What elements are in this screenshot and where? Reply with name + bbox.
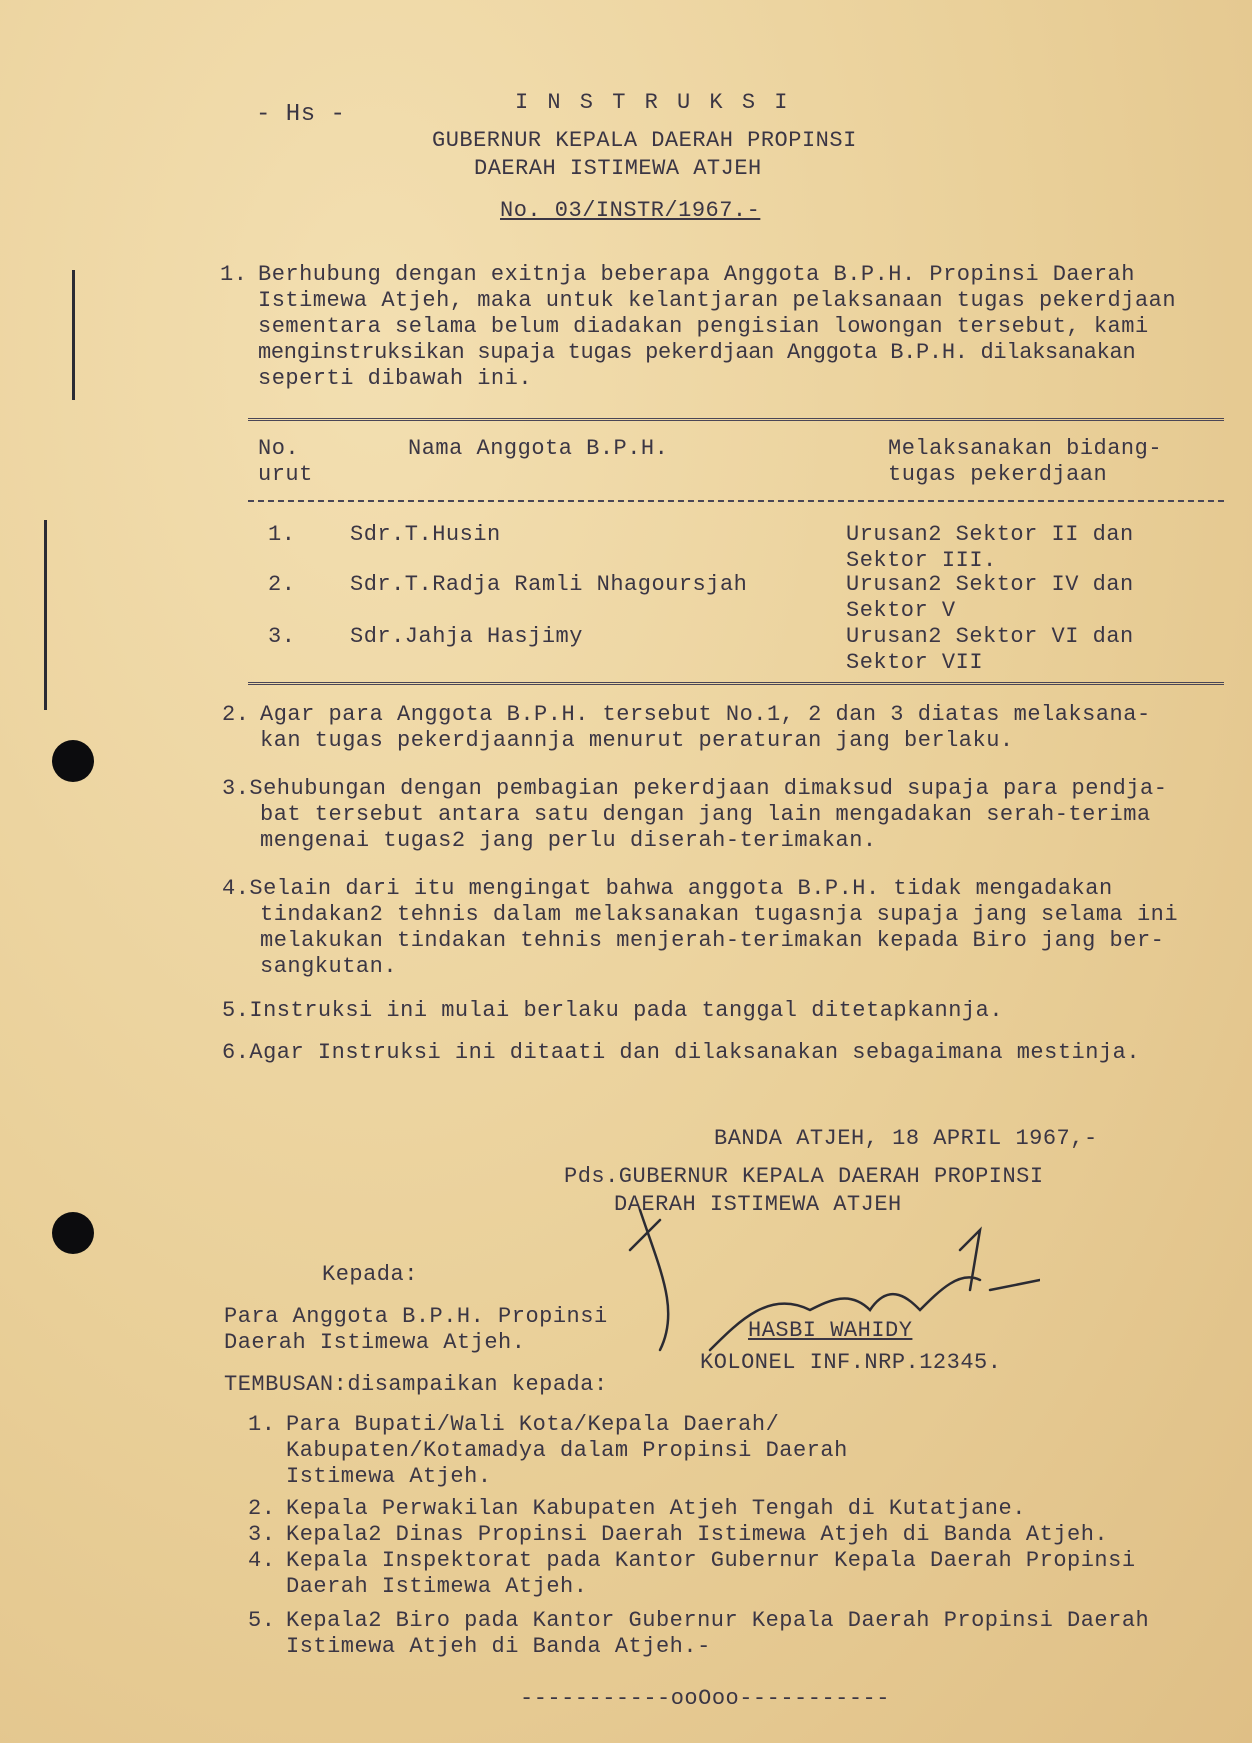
margin-mark	[72, 270, 75, 400]
margin-mark	[44, 520, 47, 710]
signatory-title-1: Pds.GUBERNUR KEPALA DAERAH PROPINSI	[564, 1164, 1044, 1189]
para3-line: 3.Sehubungan dengan pembagian pekerdjaan dimaksud supaja para pendja-	[222, 776, 1168, 801]
cc-line: Para Bupati/Wali Kota/Kepala Daerah/	[286, 1412, 780, 1437]
cc-num: 3.	[248, 1522, 276, 1547]
cc-num: 5.	[248, 1608, 276, 1633]
corner-code: - Hs -	[256, 101, 346, 128]
cc-num: 2.	[248, 1496, 276, 1521]
signatory-title-2: DAERAH ISTIMEWA ATJEH	[614, 1192, 902, 1217]
signatory-rank: KOLONEL INF.NRP.12345.	[700, 1350, 1002, 1375]
cc-label: TEMBUSAN:disampaikan kepada:	[224, 1372, 608, 1397]
para6: 6.Agar Instruksi ini ditaati dan dilaksanakan sebagaimana mestinja.	[222, 1040, 1141, 1065]
place-date: BANDA ATJEH, 18 APRIL 1967,-	[714, 1126, 1098, 1151]
signatory-name: HASBI WAHIDY	[748, 1318, 913, 1343]
cc-line: Istimewa Atjeh di Banda Atjeh.-	[286, 1634, 711, 1659]
row-no: 3.	[268, 624, 296, 649]
table-header-no-2: urut	[258, 462, 313, 487]
recipient-line-2: Daerah Istimewa Atjeh.	[224, 1330, 526, 1355]
row-no: 2.	[268, 572, 296, 597]
para1-num: 1.	[220, 262, 248, 287]
row-duty: Urusan2 Sektor VI dan	[846, 624, 1134, 649]
closing-mark: -----------ooOoo-----------	[520, 1686, 890, 1711]
cc-line: Kepala Perwakilan Kabupaten Atjeh Tengah di Kutatjane.	[286, 1496, 1026, 1521]
row-duty: Urusan2 Sektor II dan	[846, 522, 1134, 547]
para1-line: menginstruksikan supaja tugas pekerdjaan Anggota B.P.H. dilaksanakan	[258, 340, 1136, 365]
cc-line: Daerah Istimewa Atjeh.	[286, 1574, 588, 1599]
table-bottom-rule	[248, 682, 1224, 685]
cc-num: 4.	[248, 1548, 276, 1573]
table-header-no: No.	[258, 436, 300, 461]
row-duty: Urusan2 Sektor IV dan	[846, 572, 1134, 597]
issuer-line-1: GUBERNUR KEPALA DAERAH PROPINSI	[432, 128, 857, 153]
para1-line: Istimewa Atjeh, maka untuk kelantjaran pelaksanaan tugas pekerdjaan	[258, 288, 1177, 313]
row-name: Sdr.Jahja Hasjimy	[350, 624, 583, 649]
para2-line: kan tugas pekerdjaannja menurut peraturan jang berlaku.	[260, 728, 1014, 753]
para4-line: tindakan2 tehnis dalam melaksanakan tugasnja supaja jang selama ini	[260, 902, 1179, 927]
para3-line: mengenai tugas2 jang perlu diserah-terimakan.	[260, 828, 877, 853]
punch-hole-top	[52, 740, 94, 782]
recipient-line-1: Para Anggota B.P.H. Propinsi	[224, 1304, 608, 1329]
table-header-duty-2: tugas pekerdjaan	[888, 462, 1108, 487]
para4-line: sangkutan.	[260, 954, 398, 979]
table-top-rule	[248, 418, 1224, 421]
table-header-rule	[248, 500, 1224, 502]
cc-line: Kabupaten/Kotamadya dalam Propinsi Daerah	[286, 1438, 848, 1463]
para1-line: seperti dibawah ini.	[258, 366, 533, 391]
cc-line: Kepala Inspektorat pada Kantor Gubernur Kepala Daerah Propinsi	[286, 1548, 1136, 1573]
cc-num: 1.	[248, 1412, 276, 1437]
cc-line: Istimewa Atjeh.	[286, 1464, 492, 1489]
row-no: 1.	[268, 522, 296, 547]
row-name: Sdr.T.Radja Ramli Nhagoursjah	[350, 572, 748, 597]
para1-line: sementara selama belum diadakan pengisian lowongan tersebut, kami	[258, 314, 1149, 339]
para2-line: Agar para Anggota B.P.H. tersebut No.1, 2 dan 3 diatas melaksana-	[260, 702, 1151, 727]
cc-line: Kepala2 Biro pada Kantor Gubernur Kepala Daerah Propinsi Daerah	[286, 1608, 1150, 1633]
para1-line: Berhubung dengan exitnja beberapa Anggota B.P.H. Propinsi Daerah	[258, 262, 1135, 287]
row-name: Sdr.T.Husin	[350, 522, 501, 547]
punch-hole-bottom	[52, 1212, 94, 1254]
para4-line: melakukan tindakan tehnis menjerah-terimakan kepada Biro jang ber-	[260, 928, 1165, 953]
row-duty-2: Sektor V	[846, 598, 956, 623]
table-header-duty: Melaksanakan bidang-	[888, 436, 1163, 461]
document-title: I N S T R U K S I	[515, 90, 791, 115]
table-header-name: Nama Anggota B.P.H.	[408, 436, 669, 461]
para3-line: bat tersebut antara satu dengan jang lain mengadakan serah-terima	[260, 802, 1151, 827]
cc-line: Kepala2 Dinas Propinsi Daerah Istimewa Atjeh di Banda Atjeh.	[286, 1522, 1109, 1547]
para4-line: 4.Selain dari itu mengingat bahwa anggota B.P.H. tidak mengadakan	[222, 876, 1113, 901]
document-number: No. 03/INSTR/1967.-	[500, 198, 761, 223]
issuer-line-2: DAERAH ISTIMEWA ATJEH	[474, 156, 762, 181]
row-duty-2: Sektor VII	[846, 650, 984, 675]
row-duty-2: Sektor III.	[846, 548, 997, 573]
para2-num: 2.	[222, 702, 250, 727]
para5: 5.Instruksi ini mulai berlaku pada tanggal ditetapkannja.	[222, 998, 1004, 1023]
recipient-label: Kepada:	[322, 1262, 418, 1287]
